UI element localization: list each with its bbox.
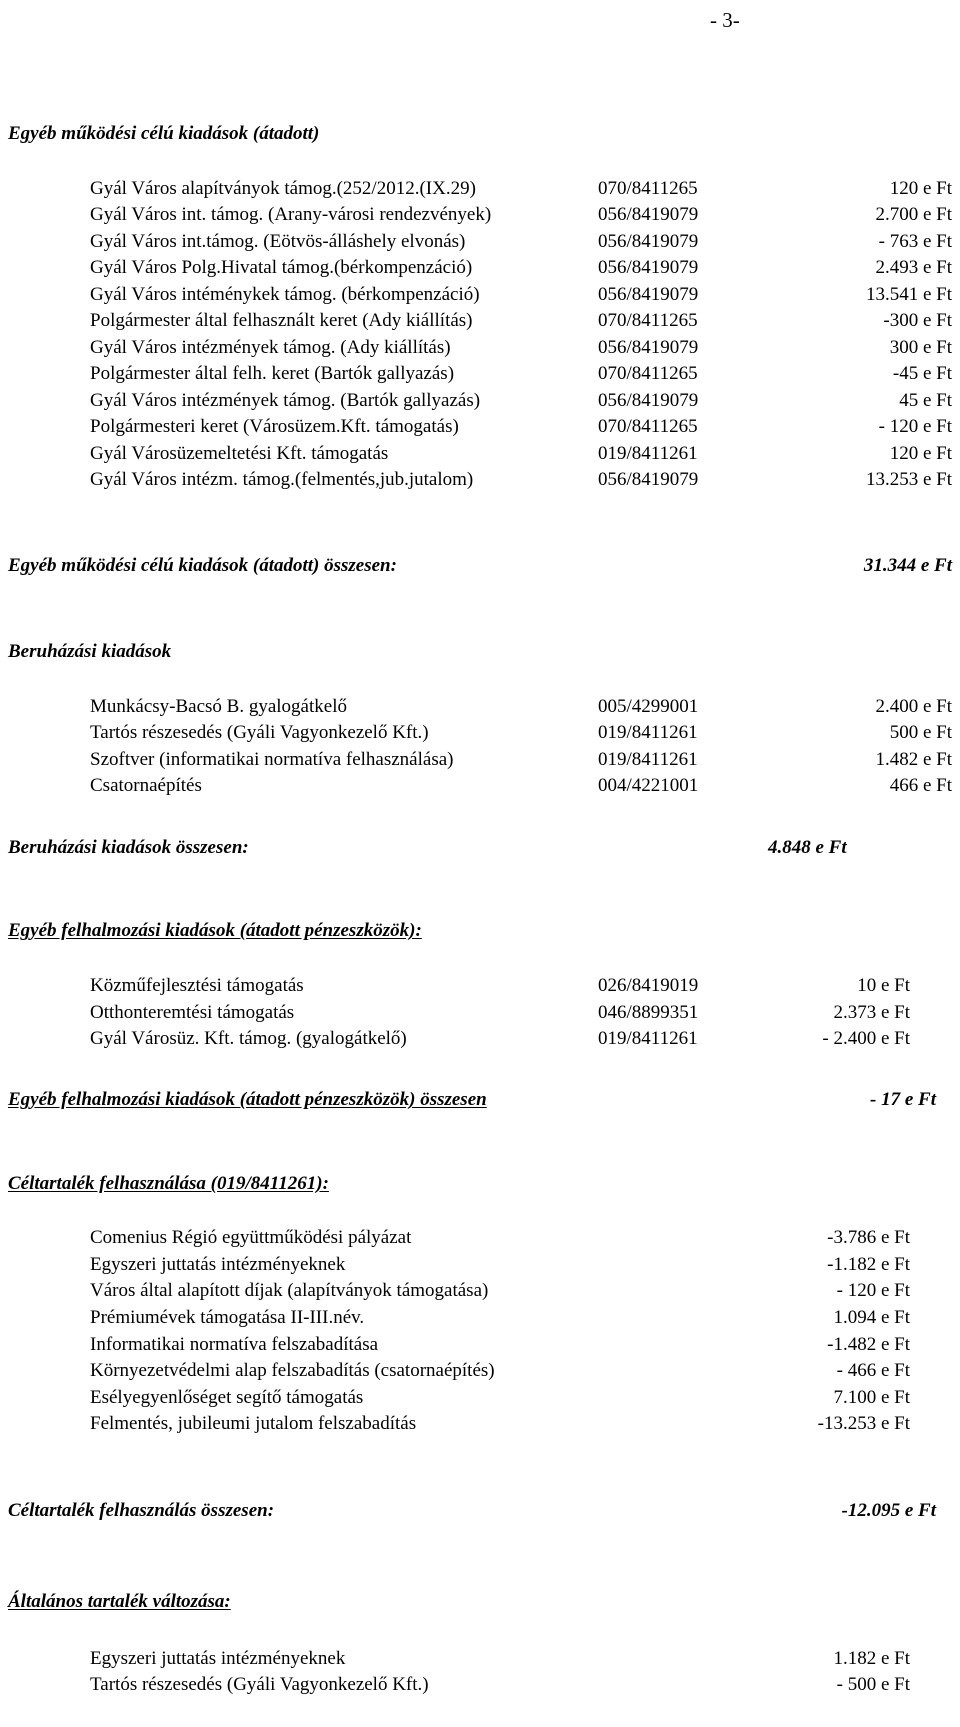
row-description: Környezetvédelmi alap felszabadítás (csatornaépítés): [90, 1360, 495, 1381]
row-description: Tartós részesedés (Gyáli Vagyonkezelő Kft.): [90, 722, 429, 743]
table-row: [90, 1280, 952, 1307]
table-row: [90, 257, 952, 284]
table-row: [90, 1002, 952, 1029]
row-code: 070/8411265: [598, 416, 698, 437]
table-row: [90, 1227, 952, 1254]
table-row: [90, 1360, 952, 1387]
table-row: [90, 1674, 952, 1701]
row-description: Comenius Régió együttműködési pályázat: [90, 1227, 412, 1248]
section-total-value: 4.848 e Ft: [768, 837, 847, 858]
table-row: [90, 1307, 952, 1334]
table-row: [90, 231, 952, 258]
row-amount: -1.482 e Ft: [827, 1334, 910, 1355]
table-row: [90, 337, 952, 364]
row-amount: 466 e Ft: [889, 775, 952, 796]
row-description: Gyál Város intézm. támog.(felmentés,jub.jutalom): [90, 469, 474, 490]
row-code: 019/8411261: [598, 749, 698, 770]
row-description: Esélyegyenlőséget segítő támogatás: [90, 1387, 364, 1408]
row-description: Csatornaépítés: [90, 775, 202, 796]
row-description: Város által alapított díjak (alapítványok támogatása): [90, 1280, 489, 1301]
table-row: [90, 443, 952, 470]
section-total-label: Céltartalék felhasználás összesen:: [8, 1500, 275, 1521]
section-total-value: -12.095 e Ft: [841, 1500, 936, 1521]
table-row: [90, 416, 952, 443]
table-row: [90, 775, 952, 802]
row-description: Gyál Város intézmények támog. (Ady kiállítás): [90, 337, 451, 358]
row-amount: -300 e Ft: [883, 310, 952, 331]
section-heading-general-reserve: Általános tartalék változása:: [8, 1591, 231, 1612]
row-code: 019/8411261: [598, 443, 698, 464]
row-code: 056/8419079: [598, 257, 699, 278]
row-description: Tartós részesedés (Gyáli Vagyonkezelő Kft.): [90, 1674, 429, 1695]
row-amount: -45 e Ft: [892, 363, 952, 384]
row-amount: 120 e Ft: [889, 178, 952, 199]
row-amount: 2.400 e Ft: [875, 696, 952, 717]
row-description: Informatikai normatíva felszabadítása: [90, 1334, 379, 1355]
section-heading-operating-expenses: Egyéb működési célú kiadások (átadott): [8, 123, 320, 144]
table-row: [90, 178, 952, 205]
row-amount: -3.786 e Ft: [827, 1227, 910, 1248]
table-row: [90, 1648, 952, 1675]
row-amount: 2.700 e Ft: [875, 204, 952, 225]
row-code: 056/8419079: [598, 469, 699, 490]
table-row: [90, 1334, 952, 1361]
row-description: Gyál Város int.támog. (Eötvös-álláshely elvonás): [90, 231, 466, 252]
row-description: Gyál Város Polg.Hivatal támog.(bérkompenzáció): [90, 257, 473, 278]
row-code: 070/8411265: [598, 178, 698, 199]
section-total-label: Beruházási kiadások összesen:: [8, 837, 249, 858]
section-heading-capital-transfers: Egyéb felhalmozási kiadások (átadott pénzeszközök):: [8, 920, 422, 941]
table-row: [90, 722, 952, 749]
table-row: [90, 363, 952, 390]
row-description: Szoftver (informatikai normatíva felhasználása): [90, 749, 454, 770]
row-description: Közműfejlesztési támogatás: [90, 975, 304, 996]
row-description: Felmentés, jubileumi jutalom felszabadítás: [90, 1413, 417, 1434]
table-row: [90, 204, 952, 231]
row-code: 070/8411265: [598, 363, 698, 384]
row-code: 005/4299001: [598, 696, 699, 717]
section-total-value: - 17 e Ft: [870, 1089, 936, 1110]
row-amount: 2.373 e Ft: [833, 1002, 910, 1023]
table-row: [90, 749, 952, 776]
row-amount: - 466 e Ft: [836, 1360, 910, 1381]
row-amount: 500 e Ft: [889, 722, 952, 743]
row-description: Polgármesteri keret (Városüzem.Kft. támogatás): [90, 416, 459, 437]
row-code: 070/8411265: [598, 310, 698, 331]
row-amount: 1.482 e Ft: [875, 749, 952, 770]
row-description: Egyszeri juttatás intézményeknek: [90, 1254, 346, 1275]
row-amount: - 500 e Ft: [836, 1674, 910, 1695]
row-code: 056/8419079: [598, 204, 699, 225]
table-row: [90, 284, 952, 311]
row-description: Otthonteremtési támogatás: [90, 1002, 295, 1023]
section-total-label: Egyéb felhalmozási kiadások (átadott pénzeszközök) összesen: [8, 1089, 487, 1110]
table-row: [90, 696, 952, 723]
row-code: 004/4221001: [598, 775, 699, 796]
row-code: 026/8419019: [598, 975, 699, 996]
row-description: Gyál Város alapítványok támog.(252/2012.(IX.29): [90, 178, 476, 199]
row-code: 056/8419079: [598, 284, 699, 305]
row-amount: -1.182 e Ft: [827, 1254, 910, 1275]
table-row: [90, 975, 952, 1002]
table-row: [90, 1254, 952, 1281]
row-amount: 300 e Ft: [889, 337, 952, 358]
row-code: 046/8899351: [598, 1002, 699, 1023]
row-amount: 45 e Ft: [899, 390, 952, 411]
row-amount: - 763 e Ft: [878, 231, 952, 252]
row-description: Polgármester által felh. keret (Bartók gallyazás): [90, 363, 455, 384]
row-amount: 7.100 e Ft: [833, 1387, 910, 1408]
row-amount: - 2.400 e Ft: [822, 1028, 910, 1049]
row-description: Munkácsy-Bacsó B. gyalogátkelő: [90, 696, 347, 717]
row-amount: 13.541 e Ft: [865, 284, 952, 305]
row-code: 056/8419079: [598, 390, 699, 411]
row-code: 056/8419079: [598, 231, 699, 252]
row-amount: -13.253 e Ft: [817, 1413, 910, 1434]
table-row: [90, 1413, 952, 1440]
row-amount: 13.253 e Ft: [865, 469, 952, 490]
row-amount: - 120 e Ft: [878, 416, 952, 437]
row-amount: 2.493 e Ft: [875, 257, 952, 278]
row-description: Gyál Városüz. Kft. támog. (gyalogátkelő): [90, 1028, 407, 1049]
row-amount: 1.094 e Ft: [833, 1307, 910, 1328]
page-number: - 3-: [710, 8, 740, 32]
row-amount: - 120 e Ft: [836, 1280, 910, 1301]
table-row: [90, 390, 952, 417]
table-row: [90, 1387, 952, 1414]
table-row: [90, 469, 952, 496]
row-amount: 1.182 e Ft: [833, 1648, 910, 1669]
section-total-value: 31.344 e Ft: [863, 555, 952, 576]
row-description: Polgármester által felhasznált keret (Ady kiállítás): [90, 310, 473, 331]
row-description: Gyál Város int. támog. (Arany-városi rendezvények): [90, 204, 492, 225]
row-amount: 10 e Ft: [857, 975, 910, 996]
row-description: Egyszeri juttatás intézményeknek: [90, 1648, 346, 1669]
section-heading-investments: Beruházási kiadások: [8, 641, 172, 662]
row-code: 019/8411261: [598, 1028, 698, 1049]
row-description: Gyál Város intézmények támog. (Bartók gallyazás): [90, 390, 481, 411]
table-row: [90, 310, 952, 337]
row-description: Prémiumévek támogatása II-III.név.: [90, 1307, 365, 1328]
row-description: Gyál Városüzemeltetési Kft. támogatás: [90, 443, 389, 464]
table-row: [90, 1028, 952, 1055]
section-total-label: Egyéb működési célú kiadások (átadott) összesen:: [8, 555, 397, 576]
row-code: 056/8419079: [598, 337, 699, 358]
row-amount: 120 e Ft: [889, 443, 952, 464]
row-description: Gyál Város intéménykek támog. (bérkompenzáció): [90, 284, 480, 305]
section-heading-reserve-use: Céltartalék felhasználása (019/8411261):: [8, 1173, 329, 1194]
row-code: 019/8411261: [598, 722, 698, 743]
